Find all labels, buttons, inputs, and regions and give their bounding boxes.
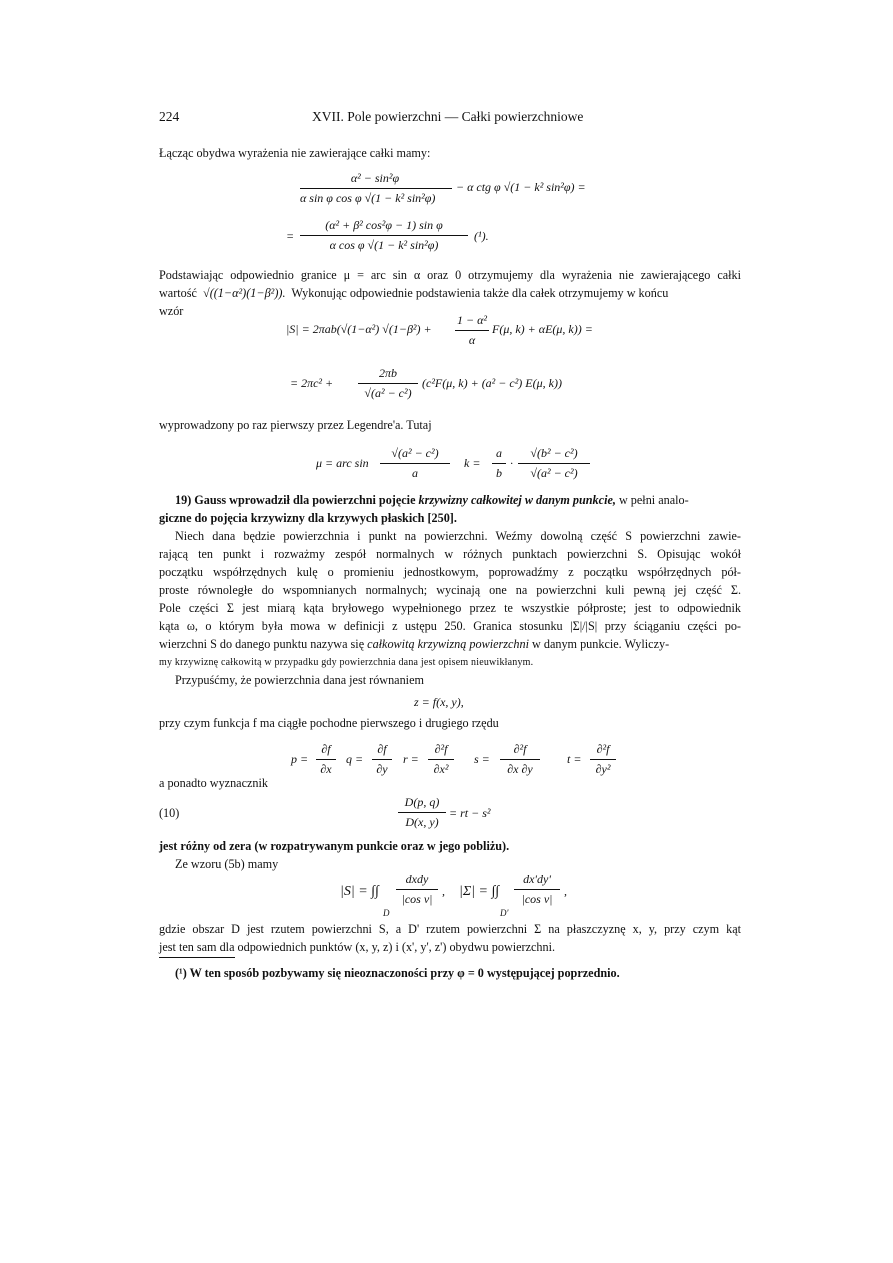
para-niech-line7: [159, 637, 669, 652]
eq11-S-numerator: dxdy: [405, 872, 429, 886]
para-rozny-od-zera: [159, 839, 509, 854]
para-ze-wzoru: Ze wzoru (5b) mamy: [175, 857, 279, 871]
eq2-denominator: α cos φ √(1 − k² sin²φ): [329, 238, 439, 252]
eq7-r-num: ∂²f: [434, 742, 448, 756]
eq11-Sigma-bar: [514, 889, 560, 890]
eq5-k-numerator1: a: [496, 446, 502, 460]
eq11-S-denominator: |cos ν|: [401, 892, 433, 906]
eq7-s-num: ∂²f: [513, 742, 527, 756]
eq1-denominator: α sin φ cos φ √(1 − k² sin²φ): [300, 191, 436, 205]
eq1-numerator: α² − sin²φ: [350, 171, 400, 185]
eq7-t-bar: [590, 759, 616, 760]
para-substitution-line3: wzór: [159, 304, 184, 318]
page-number: 224: [159, 109, 180, 124]
legendre-text: wyprowadzony po raz pierwszy przez Legendre'a. Tutaj: [159, 418, 432, 432]
eq11-comma2: ,: [564, 884, 567, 898]
eq7-p-den: ∂x: [320, 762, 332, 776]
eq5-mu-denominator: a: [412, 466, 418, 480]
footnote: [175, 966, 620, 981]
eq7-q: q =: [346, 752, 364, 766]
para-niech-line1: Niech dana będzie powierzchnia i punkt na powierzchni. Weźmy dowolną część S powierzchni zawie-: [175, 529, 741, 543]
eq5-k-bar1: [492, 463, 506, 464]
rest-of-line: Wykonując odpowiednie podstawienia także dla całek otrzymujemy w końcu: [291, 286, 669, 300]
para-substitution-line2: [159, 286, 668, 301]
eq2-equals: =: [286, 229, 295, 243]
eq11-S-lhs: |S| = ∫∫: [340, 884, 379, 899]
eq11-S-bar: [396, 889, 438, 890]
eq7-s-bar: [500, 759, 540, 760]
rozny-text: jest różny od zera (w rozpatrywanym punkcie oraz w jego pobliżu).: [159, 839, 510, 853]
word-value: wartość: [159, 286, 197, 300]
p2-l7-term: całkowitą krzywizną powierzchni: [367, 637, 529, 651]
eq6-surface: z = f(x, y),: [414, 695, 464, 709]
eq10-denominator: D(x, y): [405, 815, 439, 829]
eq11-Sigma-domain: D': [500, 908, 509, 918]
eq10-label: (10): [159, 806, 180, 820]
footnote-rule: [159, 957, 235, 958]
eq2-fraction-bar: [300, 235, 468, 236]
para-przypuscmy: Przypuśćmy, że powierzchnia dana jest równaniem: [175, 673, 424, 687]
para-19-line2: [159, 511, 457, 526]
para-niech-line8: my krzywiznę całkowitą w przypadku gdy powierzchnia dana jest opisem nieuwikłanym.: [159, 657, 534, 668]
eq7-s-den: ∂x ∂y: [507, 762, 533, 776]
eq3-denominator: α: [468, 333, 476, 347]
eq7-t: t =: [567, 752, 582, 766]
eq4-lhs: = 2πc² +: [290, 376, 334, 390]
eq2-footnote-mark: (¹).: [474, 229, 489, 243]
eq4-fraction-bar: [358, 383, 418, 384]
eq3-lhs: |S| = 2πab(√(1−α²) √(1−β²) +: [286, 322, 432, 336]
eq10-bar: [398, 812, 446, 813]
eq5-k-denominator1: b: [496, 466, 502, 480]
eq1-tail: − α ctg φ √(1 − k² sin²φ) =: [456, 180, 586, 194]
eq5-mu-lhs: μ = arc sin: [316, 456, 369, 470]
footnote-text: (¹) W ten sposób pozbywamy się nieoznaczoności przy φ = 0 występującej poprzednio.: [175, 966, 620, 980]
eq5-k-numerator2: √(b² − c²): [530, 446, 578, 460]
eq4-tail: (c²F(μ, k) + (a² − c²) E(μ, k)): [422, 376, 562, 390]
para-niech-line2: rającą ten punkt i rozważmy zespół normalnych w różnych punktach powierzchni S. Opisując wokół: [159, 547, 741, 561]
eq5-mu-bar: [380, 463, 450, 464]
para-wyznacznik: a ponadto wyznacznik: [159, 776, 268, 790]
eq7-p-num: ∂f: [321, 742, 331, 756]
eq7-q-den: ∂y: [376, 762, 388, 776]
eq11-S-domain: D: [383, 908, 390, 918]
para-gdzie-line1: gdzie obszar D jest rzutem powierzchni S, a D' rzutem powierzchni Σ na płaszczyznę x, y, przy czym kąt: [159, 922, 741, 936]
para-niech-line3: początku współrzędnych kulę o promieniu jednostkowym, poprowadźmy z początku współrzędnych pół-: [159, 565, 741, 579]
para-przy-czym: przy czym funkcja f ma ciągłe pochodne pierwszego i drugiego rzędu: [159, 716, 499, 730]
eq7-q-num: ∂f: [377, 742, 387, 756]
p2-l7-start: wierzchni S do danego punktu nazywa się: [159, 637, 365, 651]
p19-line2-text: giczne do pojęcia krzywizny dla krzywych płaskich [250].: [159, 511, 457, 525]
eq5-k-lhs: k =: [464, 456, 481, 470]
p19-term: krzywizny całkowitej w danym punkcie,: [418, 493, 616, 507]
eq10-rhs: = rt − s²: [449, 806, 491, 820]
eq5-k-bar2: [518, 463, 590, 464]
eq10-numerator: D(p, q): [404, 795, 440, 809]
eq7-p: p =: [291, 752, 309, 766]
eq5-mu-numerator: √(a² − c²): [391, 446, 439, 460]
eq7-r-den: ∂x²: [433, 762, 449, 776]
eq11-Sigma-numerator: dx'dy': [523, 872, 551, 886]
para-gdzie-line2: jest ten sam dla odpowiednich punktów (x, y, z) i (x', y', z') obydwu powierzchni.: [159, 940, 556, 954]
eq3-fraction-bar: [455, 330, 489, 331]
eq7-t-den: ∂y²: [595, 762, 611, 776]
eq7-s: s =: [474, 752, 490, 766]
eq2-numerator: (α² + β² cos²φ − 1) sin φ: [325, 218, 443, 232]
eq7-t-num: ∂²f: [596, 742, 610, 756]
intro-text: Łącząc obydwa wyrażenia nie zawierające całki mamy:: [159, 146, 431, 160]
p2-l7-end: w danym punkcie. Wyliczy-: [532, 637, 670, 651]
para-niech-line6: kąta ω, o którym była mowa w definicji z ustępu 250. Granica stosunku |Σ|/|S| przy ściąganiu części po-: [159, 619, 741, 633]
eq7-r: r =: [403, 752, 419, 766]
eq7-r-bar: [428, 759, 454, 760]
eq1-fraction-bar: [300, 188, 452, 189]
eq4-numerator: 2πb: [378, 366, 397, 380]
p19-end: w pełni analo-: [618, 493, 689, 507]
eq11-Sigma-lhs: |Σ| = ∫∫: [459, 884, 500, 899]
eq3-numerator: 1 − α²: [457, 313, 487, 327]
para-niech-line5: Pole części Σ jest miarą kąta bryłowego wypełnionego przez te wszystkie półproste; jest to odpowiednik: [159, 601, 741, 615]
running-title: XVII. Pole powierzchni — Całki powierzchniowe: [312, 109, 584, 124]
para-substitution-line1: Podstawiając odpowiednio granice μ = arc sin α oraz 0 otrzymujemy dla wyrażenia nie zawierającego całki: [159, 268, 741, 282]
para-niech-line4: proste równoległe do wspomnianych normalnych; wycinają one na powierzchni kuli pewną jej część Σ.: [159, 583, 741, 597]
eq5-k-denominator2: √(a² − c²): [530, 466, 578, 480]
eq5-dot: ·: [510, 456, 513, 470]
eq11-comma1: ,: [442, 884, 445, 898]
sqrt-expression: √((1−α²)(1−β²)).: [203, 286, 286, 300]
para-19-line1: [175, 493, 689, 508]
eq7-q-bar: [372, 759, 392, 760]
eq7-p-bar: [316, 759, 336, 760]
eq3-tail: F(μ, k) + αE(μ, k)) =: [492, 322, 593, 336]
eq4-denominator: √(a² − c²): [364, 386, 412, 400]
eq11-Sigma-denominator: |cos ν|: [521, 892, 553, 906]
p19-start: 19) Gauss wprowadził dla powierzchni pojęcie: [175, 493, 416, 507]
